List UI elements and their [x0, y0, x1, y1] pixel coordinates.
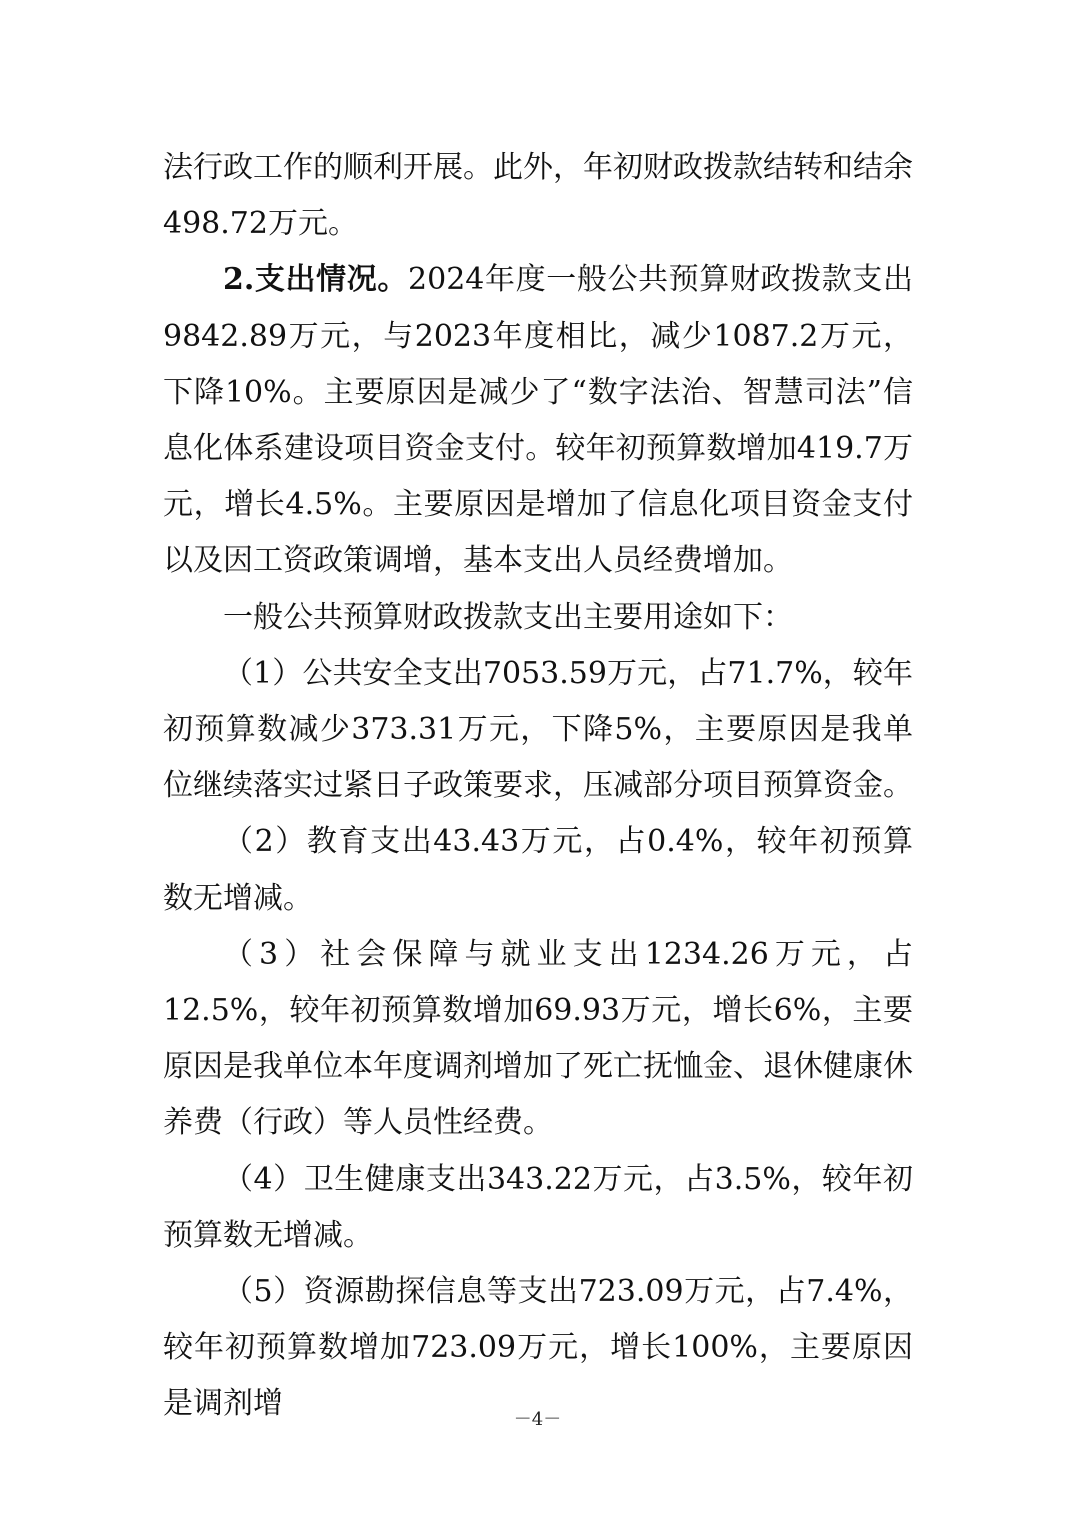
page-number: －4－: [513, 1409, 562, 1430]
paragraph-education: （2）教育支出43.43万元，占0.4%，较年初预算数无增减。: [163, 824, 913, 916]
paragraph-resource-exploration: （5）资源勘探信息等支出723.09万元，占7.4%，较年初预算数增加723.09万元，增长100%，主要原因是调剂增: [163, 1274, 913, 1422]
section-heading-expenditure: 2.支出情况。: [223, 262, 409, 298]
expenditure-overview-text: 2024年度一般公共预算财政拨款支出9842.89万元，与2023年度相比，减少1087.2万元，下降10%。主要原因是减少了“数字法治、智慧司法”信息化体系建设项目资金支付。较年初预算数增加419.7万元，增长4.5%。主要原因是增加了信息化项目资金支付以及因工资政策调增，基本支出人员经费增加。: [163, 262, 913, 579]
paragraph-continuation: 法行政工作的顺利开展。此外，年初财政拨款结转和结余498.72万元。: [163, 150, 913, 242]
paragraph-social-security: （3）社会保障与就业支出1234.26万元，占12.5%，较年初预算数增加69.93万元，增长6%，主要原因是我单位本年度调剂增加了死亡抚恤金、退休健康休养费（行政）等人员性经费。: [163, 936, 913, 1141]
paragraph-expenditure-overview: [163, 252, 913, 589]
paragraph-main-uses-intro: 一般公共预算财政拨款支出主要用途如下：: [223, 599, 793, 635]
paragraph-health: （4）卫生健康支出343.22万元，占3.5%，较年初预算数无增减。: [163, 1161, 913, 1253]
body-text: [163, 140, 913, 1433]
paragraph-public-security: （1）公共安全支出7053.59万元，占71.7%，较年初预算数减少373.31万元，下降5%，主要原因是我单位继续落实过紧日子政策要求，压减部分项目预算资金。: [163, 655, 913, 804]
